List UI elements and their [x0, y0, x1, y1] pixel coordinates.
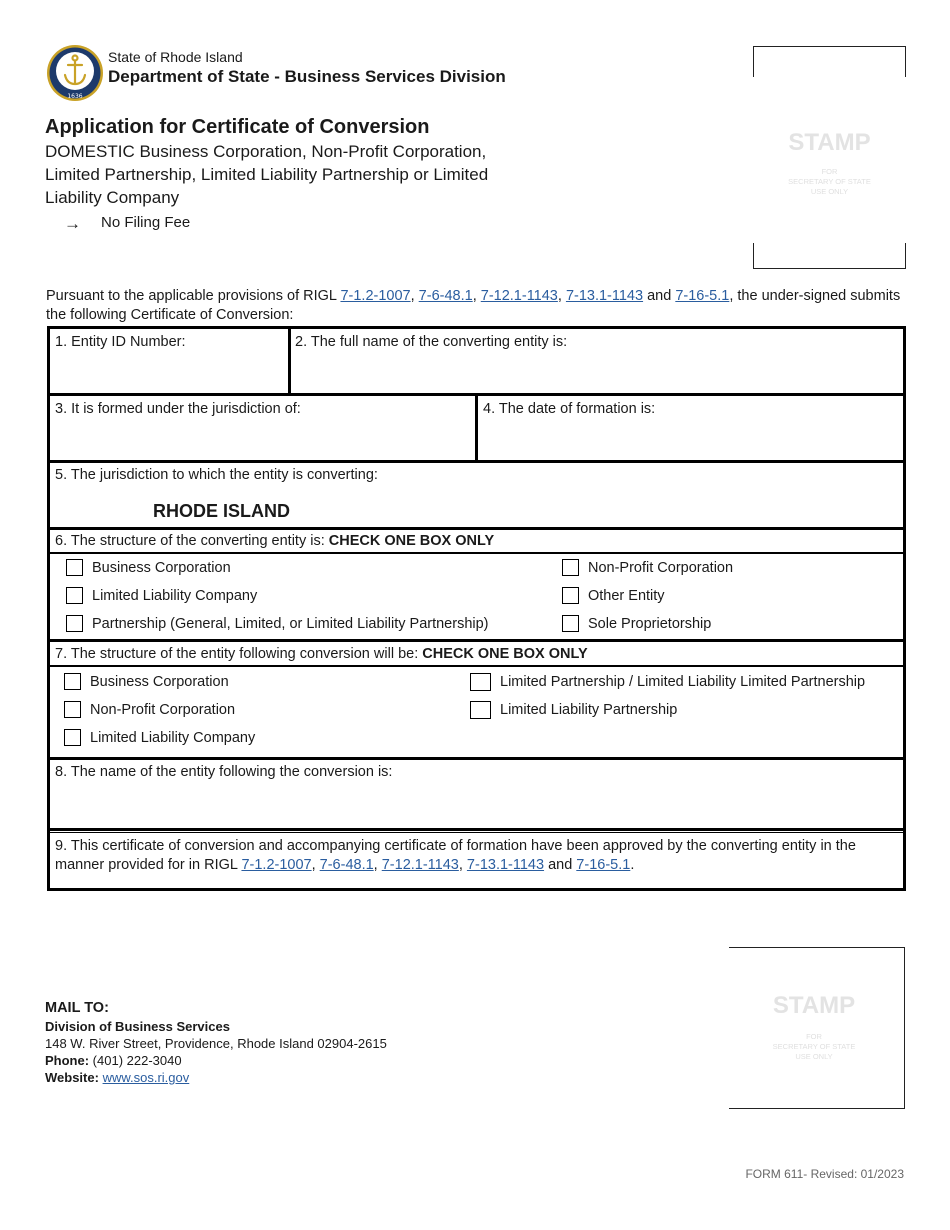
arrow-right-icon: →	[64, 214, 81, 233]
rigl-link[interactable]: 7-16-5.1	[675, 288, 730, 304]
website-line: Website: www.sos.ri.gov	[45, 1070, 190, 1085]
checkbox[interactable]	[66, 615, 83, 632]
new-structure-label: 7. The structure of the entity following conversion will be: CHECK ONE BOX ONLY	[55, 646, 588, 662]
entity-id-field[interactable]	[50, 353, 288, 393]
conversion-form	[47, 326, 906, 891]
intro-paragraph: Pursuant to the applicable provisions of RIGL 7-1.2-1007, 7-6-48.1, 7-12.1-1143, 7-13.1-1143 and 7-16-5.1, the under-signed submits the following Certificate of Conversion:	[46, 288, 901, 323]
formation-jurisdiction-field[interactable]	[50, 420, 475, 460]
stamp-note-line: USE ONLY	[810, 187, 849, 196]
target-jurisdiction-value: RHODE ISLAND	[153, 501, 291, 521]
checkbox[interactable]	[64, 701, 81, 718]
checkbox[interactable]	[470, 673, 491, 691]
stamp-note-line: FOR	[821, 167, 838, 176]
stamp-note-line: SECRETARY OF STATE	[772, 1042, 856, 1051]
phone-number: (401) 222-3040	[89, 1053, 182, 1068]
mailing-address: 148 W. River Street, Providence, Rhode Island 02904-2615	[45, 1036, 387, 1051]
rigl-link[interactable]: 7-1.2-1007	[241, 857, 312, 873]
target-jurisdiction-label: 5. The jurisdiction to which the entity is converting:	[55, 467, 378, 483]
option-non-profit-corporation[interactable]: Non-Profit Corporation	[562, 559, 733, 576]
formation-date-field[interactable]	[478, 420, 903, 460]
rigl-link[interactable]: 7-13.1-1143	[466, 857, 545, 873]
phone-line: Phone: (401) 222-3040	[45, 1053, 182, 1068]
checkbox[interactable]	[562, 559, 579, 576]
mail-to-heading: MAIL TO:	[45, 1000, 109, 1016]
option-sole-proprietorship[interactable]: Sole Proprietorship	[562, 615, 711, 632]
formation-date-label: 4. The date of formation is:	[483, 401, 656, 417]
form-number: FORM 611- Revised: 01/2023	[745, 1167, 904, 1181]
division-name: Division of Business Services	[45, 1019, 230, 1034]
filing-fee-note: No Filing Fee	[101, 214, 191, 231]
rigl-link[interactable]: 7-13.1-1143	[565, 288, 644, 304]
check-one-instruction: CHECK ONE BOX ONLY	[328, 533, 495, 549]
checkbox[interactable]	[64, 729, 81, 746]
checkbox[interactable]	[66, 587, 83, 604]
option-business-corporation[interactable]: Business Corporation	[66, 559, 231, 576]
option-limited-liability-partnership[interactable]: Limited Liability Partnership	[470, 701, 677, 719]
stamp-note-line: FOR	[806, 1032, 822, 1041]
rigl-link[interactable]: 7-12.1-1143	[381, 857, 459, 873]
new-entity-name-field[interactable]	[50, 784, 903, 827]
stamp-box-top	[753, 46, 906, 269]
stamp-label: STAMP	[788, 129, 871, 156]
formation-jurisdiction-label: 3. It is formed under the jurisdiction of:	[55, 401, 301, 417]
rigl-link[interactable]: 7-16-5.1	[576, 857, 631, 873]
option-partnership[interactable]: Partnership (General, Limited, or Limited Liability Partnership)	[66, 615, 489, 632]
checkbox[interactable]	[562, 587, 579, 604]
entity-name-label: 2. The full name of the converting entity is:	[295, 334, 568, 350]
option-other-entity[interactable]: Other Entity	[562, 587, 665, 604]
rigl-link[interactable]: 7-6-48.1	[319, 857, 374, 873]
stamp-note-line: USE ONLY	[795, 1052, 833, 1061]
option-limited-liability-company[interactable]: Limited Liability Company	[64, 729, 255, 746]
state-name: State of Rhode Island	[108, 49, 243, 65]
state-seal-icon	[46, 44, 104, 102]
checkbox[interactable]	[64, 673, 81, 690]
entity-name-field[interactable]	[291, 353, 903, 393]
page-subtitle: DOMESTIC Business Corporation, Non-Profit Corporation, Limited Partnership, Limited Liability Partnership or Limited Liability Company	[45, 142, 489, 207]
rigl-link[interactable]: 7-1.2-1007	[340, 288, 411, 304]
rigl-link[interactable]: 7-6-48.1	[418, 288, 473, 304]
new-entity-name-label: 8. The name of the entity following the conversion is:	[55, 764, 393, 780]
check-one-instruction: CHECK ONE BOX ONLY	[422, 646, 588, 662]
page-title: Application for Certificate of Conversion	[45, 116, 430, 138]
option-business-corporation[interactable]: Business Corporation	[64, 673, 229, 690]
option-limited-liability-company[interactable]: Limited Liability Company	[66, 587, 257, 604]
stamp-note-line: SECRETARY OF STATE	[788, 177, 871, 186]
rigl-link[interactable]: 7-12.1-1143	[480, 288, 558, 304]
checkbox[interactable]	[470, 701, 491, 719]
stamp-box-bottom	[724, 947, 905, 1109]
stamp-label: STAMP	[772, 992, 856, 1019]
option-limited-partnership[interactable]: Limited Partnership / Limited Liability Limited Partnership	[470, 673, 865, 691]
checkbox[interactable]	[562, 615, 579, 632]
department-name: Department of State - Business Services Division	[108, 67, 506, 86]
checkbox[interactable]	[66, 559, 83, 576]
option-non-profit-corporation[interactable]: Non-Profit Corporation	[64, 701, 235, 718]
approval-statement: 9. This certificate of conversion and accompanying certificate of formation have been approved by the converting entity in the manner provided for in RIGL 7-1.2-1007, 7-6-48.1, 7-12.1-1143, 7-13.1-1143 and 7-16-5.1.	[55, 838, 856, 873]
seal-year: 1636	[67, 93, 83, 100]
entity-id-label: 1. Entity ID Number:	[55, 334, 186, 350]
converting-structure-label: 6. The structure of the converting entity is: CHECK ONE BOX ONLY	[55, 533, 495, 549]
website-link[interactable]: www.sos.ri.gov	[102, 1070, 190, 1085]
